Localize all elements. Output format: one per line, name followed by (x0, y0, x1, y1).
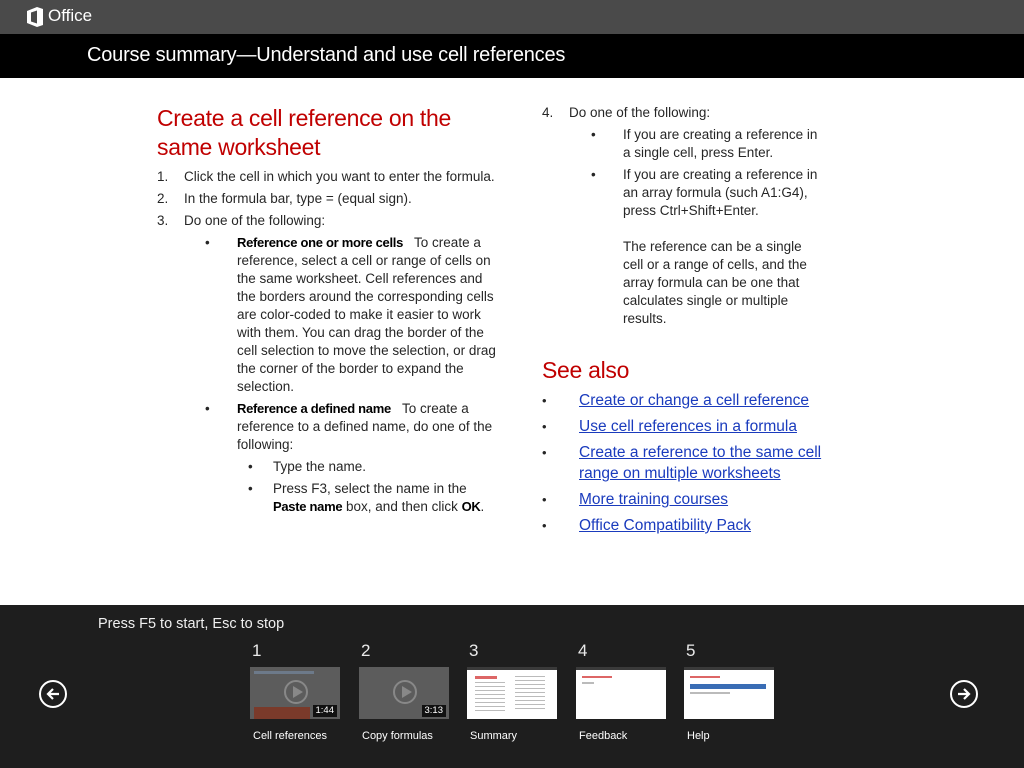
option-item (205, 234, 497, 396)
thumbnail-number: 3 (469, 641, 479, 660)
step-number: 1. (157, 169, 169, 184)
thumbnail-help[interactable] (684, 641, 774, 751)
thumbnail-number: 4 (578, 641, 588, 660)
thumbnail-copy-formulas[interactable] (359, 641, 449, 751)
bullet-icon: • (591, 127, 596, 142)
thumbnail-summary[interactable] (467, 641, 557, 751)
name-option-text: Press F3, select the name in the (273, 481, 467, 496)
name-options-list (248, 458, 497, 516)
course-title: Course summary—Understand and use cell references (87, 44, 566, 66)
option-item (591, 126, 823, 162)
thumbnail-label: Feedback (579, 730, 628, 742)
course-title-bar (0, 34, 1024, 78)
step-item (542, 104, 872, 122)
link-more-training[interactable]: More training courses (579, 491, 729, 508)
office-brand: Office (48, 6, 93, 25)
option-text: If you are creating a reference in an array formula (such A1:G4), press Ctrl+Shift+Enter. (623, 167, 818, 218)
thumbnail-label: Cell references (253, 730, 327, 742)
bullet-icon: • (542, 492, 547, 507)
name-option-text: Type the name. (273, 459, 367, 474)
option-term: Reference a defined name (237, 401, 391, 416)
document-thumbnail (576, 667, 666, 719)
ok-term: OK (461, 499, 481, 514)
link-compatibility-pack[interactable]: Office Compatibility Pack (579, 517, 751, 534)
see-also-item (542, 390, 842, 411)
arrow-left-circle-icon (45, 686, 61, 702)
name-option-text: box, and then click (346, 499, 458, 514)
bullet-icon: • (205, 235, 210, 250)
video-duration: 3:13 (422, 705, 447, 717)
link-create-or-change-reference[interactable]: Create or change a cell reference (579, 392, 810, 409)
thumbnail-feedback[interactable] (576, 641, 666, 751)
option-item (591, 166, 823, 220)
video-duration: 1:44 (313, 705, 338, 717)
options-list (205, 234, 497, 516)
thumbnail-label: Help (687, 730, 710, 742)
step-item (157, 168, 497, 186)
next-button[interactable] (950, 680, 978, 708)
option-item (205, 400, 497, 454)
name-option-item (248, 480, 497, 516)
section-heading: Create a cell reference on the same worksheet (157, 105, 452, 160)
bullet-icon: • (248, 481, 253, 496)
thumbnail-number: 2 (361, 641, 371, 660)
step-number: 2. (157, 191, 169, 206)
step-text: In the formula bar, type = (equal sign). (184, 191, 412, 206)
keyboard-hint: Press F5 to start, Esc to stop (98, 616, 285, 632)
step-number: 4. (542, 105, 554, 120)
play-icon (393, 680, 417, 704)
thumbnail-label: Summary (470, 730, 518, 742)
reference-note: The reference can be a single cell or a range of cells, and the array formula can be one that calculates single or multiple results. (623, 239, 807, 326)
step-item (157, 190, 497, 208)
document-thumbnail (467, 667, 557, 719)
arrow-right-circle-icon (956, 686, 972, 702)
see-also-links (542, 390, 842, 536)
thumbnail-label: Copy formulas (362, 730, 433, 742)
see-also-item (542, 489, 842, 510)
bullet-icon: • (542, 445, 547, 460)
thumbnail-number: 5 (686, 641, 696, 660)
left-column (157, 104, 497, 516)
thumbnail-cell-references[interactable] (250, 641, 340, 751)
option-text: If you are creating a reference in a single cell, press Enter. (623, 127, 818, 160)
video-thumbnail (359, 667, 449, 719)
bullet-icon: • (542, 419, 547, 434)
see-also-item (542, 416, 842, 437)
bullet-icon: • (248, 459, 253, 474)
option-text: To create a reference to a defined name, do one of the following: (237, 401, 493, 452)
document-thumbnail (684, 667, 774, 719)
bullet-icon: • (591, 167, 596, 182)
summary-content (0, 78, 1024, 605)
right-column (542, 104, 872, 536)
slide-navigation-footer (0, 605, 1024, 768)
steps-list (157, 168, 497, 516)
step-text: Click the cell in which you want to enter the formula. (184, 169, 495, 184)
name-option-item (248, 458, 497, 476)
see-also-item (542, 442, 842, 484)
link-use-cell-references[interactable]: Use cell references in a formula (579, 418, 797, 435)
bullet-icon: • (542, 518, 547, 533)
option-text: To create a reference, select a cell or range of cells on the same worksheet. Cell references and the borders around the corresponding cells are color-coded to make it easier to work with them. You can drag the border of the cell selection to move the selection, or drag the corner of the border to expand the selection. (237, 235, 496, 394)
name-option-text: . (480, 499, 485, 514)
see-also-heading: See also (542, 357, 630, 383)
step-number: 3. (157, 213, 169, 228)
play-icon (284, 680, 308, 704)
step4-options (591, 126, 823, 328)
office-topbar (0, 0, 1024, 34)
link-reference-multiple-worksheets[interactable]: Create a reference to the same cell range on multiple worksheets (579, 444, 822, 482)
office-logo-icon (26, 7, 44, 27)
paste-name-term: Paste name (273, 499, 343, 514)
step-item (157, 212, 497, 230)
see-also-section (542, 356, 872, 536)
step-text: Do one of the following: (569, 105, 711, 120)
step4-block (542, 104, 872, 328)
see-also-item (542, 515, 842, 536)
bullet-icon: • (205, 401, 210, 416)
option-term: Reference one or more cells (237, 235, 404, 250)
thumbnail-number: 1 (252, 641, 262, 660)
previous-button[interactable] (39, 680, 67, 708)
bullet-icon: • (542, 393, 547, 408)
step-text: Do one of the following: (184, 213, 326, 228)
video-thumbnail (250, 667, 340, 719)
